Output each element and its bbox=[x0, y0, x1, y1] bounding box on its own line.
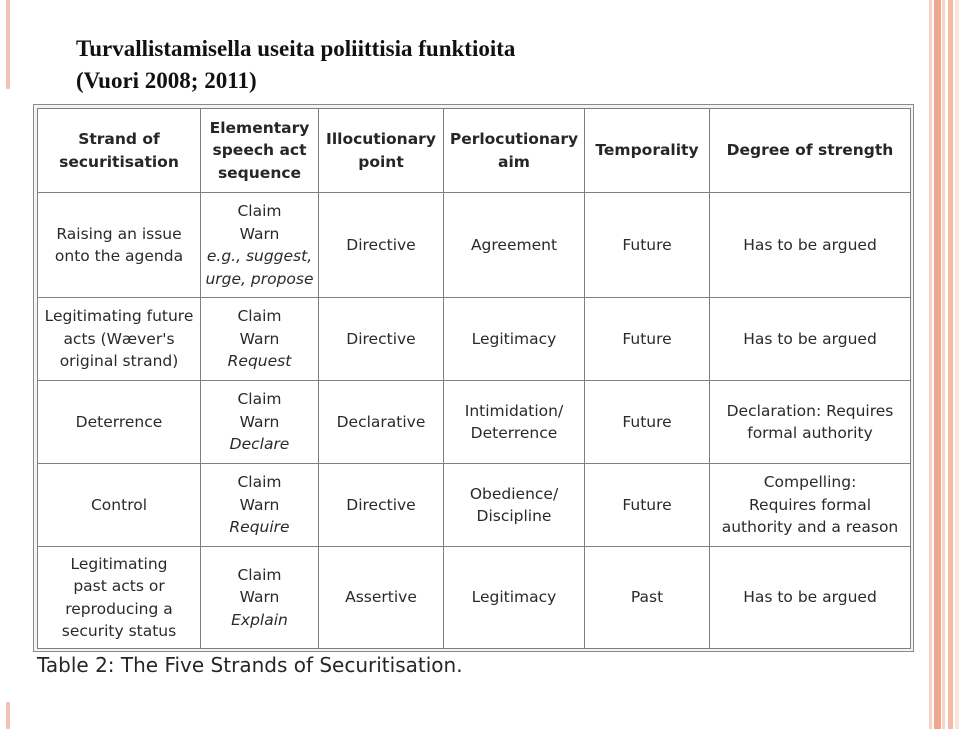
cell-line: Claim bbox=[237, 565, 282, 584]
cell-line: Legitimacy bbox=[471, 588, 557, 607]
table-row bbox=[38, 193, 911, 298]
stripe bbox=[948, 0, 953, 729]
cell-line: Claim bbox=[237, 473, 282, 492]
cell-strength bbox=[710, 298, 911, 381]
cell-line: Legitimating bbox=[70, 554, 168, 573]
cell-line: authority and a reason bbox=[721, 518, 899, 537]
cell-line-italic: urge, propose bbox=[205, 269, 314, 288]
cell-sequence bbox=[201, 464, 319, 547]
header-line: sequence bbox=[217, 163, 302, 182]
cell-strand bbox=[38, 381, 201, 464]
cell-line: Claim bbox=[237, 390, 282, 409]
stripe bbox=[934, 0, 941, 729]
cell-strength bbox=[710, 464, 911, 547]
cell-strand bbox=[38, 464, 201, 547]
stripe bbox=[929, 0, 932, 729]
cell-line: Discipline bbox=[476, 507, 552, 525]
cell-line: Has to be argued bbox=[743, 235, 877, 254]
table-row bbox=[38, 547, 911, 649]
cell-line: Control bbox=[90, 495, 148, 514]
table-header-row bbox=[38, 109, 911, 193]
title-citation: (Vuori 2008; 2011) bbox=[76, 68, 257, 93]
cell-perlocutionary bbox=[444, 381, 585, 464]
header-sequence bbox=[201, 109, 319, 193]
stripe bbox=[955, 0, 959, 729]
cell-line: Compelling: bbox=[763, 473, 857, 492]
cell-illocutionary: Directive bbox=[319, 193, 444, 298]
header-line: securitisation bbox=[59, 152, 179, 171]
cell-line: formal authority bbox=[747, 424, 873, 442]
table-image-frame bbox=[33, 104, 914, 652]
cell-line: Warn bbox=[239, 495, 280, 514]
header-line: Elementary bbox=[209, 118, 310, 137]
cell-line: security status bbox=[61, 622, 177, 640]
cell-line-italic: Declare bbox=[229, 435, 290, 454]
cell-sequence bbox=[201, 381, 319, 464]
cell-line-italic: Request bbox=[227, 352, 292, 371]
cell-line-italic: Explain bbox=[231, 610, 288, 629]
cell-temporality: Future bbox=[585, 298, 710, 381]
cell-line: Agreement bbox=[470, 235, 558, 254]
left-accent-bar-bottom bbox=[6, 702, 10, 729]
table-row bbox=[38, 298, 911, 381]
cell-line: original strand) bbox=[59, 352, 179, 371]
cell-line: Claim bbox=[237, 202, 282, 220]
cell-line: Warn bbox=[239, 412, 280, 431]
header-line: Temporality bbox=[595, 141, 699, 160]
cell-line: Warn bbox=[239, 588, 280, 607]
cell-line: Claim bbox=[237, 307, 282, 326]
cell-illocutionary: Directive bbox=[319, 464, 444, 547]
cell-line: Legitimacy bbox=[471, 329, 557, 348]
header-line: Illocutionary bbox=[326, 130, 436, 148]
header-line: Degree of strength bbox=[726, 141, 894, 160]
cell-temporality: Future bbox=[585, 381, 710, 464]
slide-title bbox=[76, 33, 515, 97]
cell-line: Has to be argued bbox=[743, 329, 877, 348]
header-line: Perlocutionary bbox=[449, 130, 579, 148]
header-line: Strand of bbox=[78, 130, 160, 148]
cell-line: Requires formal bbox=[748, 495, 872, 514]
strands-table bbox=[37, 108, 911, 649]
cell-line: Legitimating future bbox=[44, 307, 194, 326]
header-line: aim bbox=[498, 152, 530, 171]
cell-perlocutionary bbox=[444, 193, 585, 298]
left-accent-bar bbox=[6, 0, 10, 89]
cell-line: Warn bbox=[239, 224, 280, 243]
cell-illocutionary: Directive bbox=[319, 298, 444, 381]
cell-line: Warn bbox=[239, 329, 280, 348]
cell-line: Deterrence bbox=[470, 424, 558, 442]
cell-perlocutionary bbox=[444, 298, 585, 381]
cell-line: Raising an issue bbox=[56, 224, 182, 243]
cell-strand bbox=[38, 547, 201, 649]
header-line: speech act bbox=[212, 141, 307, 160]
cell-line: acts (Wæver's bbox=[63, 329, 175, 348]
cell-perlocutionary bbox=[444, 464, 585, 547]
table-row bbox=[38, 464, 911, 547]
cell-temporality: Future bbox=[585, 464, 710, 547]
cell-line: past acts or bbox=[73, 577, 165, 595]
header-illocutionary bbox=[319, 109, 444, 193]
cell-sequence bbox=[201, 193, 319, 298]
table-caption: Table 2: The Five Strands of Securitisation. bbox=[37, 653, 463, 677]
cell-strand bbox=[38, 193, 201, 298]
header-line: point bbox=[358, 152, 404, 171]
header-temporality bbox=[585, 109, 710, 193]
cell-line: Deterrence bbox=[75, 412, 163, 431]
cell-strength bbox=[710, 547, 911, 649]
header-strand bbox=[38, 109, 201, 193]
header-perlocutionary bbox=[444, 109, 585, 193]
cell-line: Has to be argued bbox=[743, 588, 877, 607]
cell-line-italic: Require bbox=[229, 518, 290, 537]
title-line: Turvallistamisella useita poliittisia funktioita bbox=[76, 36, 516, 61]
stripe bbox=[942, 0, 945, 729]
header-strength bbox=[710, 109, 911, 193]
cell-line: Declaration: Requires bbox=[726, 401, 894, 420]
cell-temporality: Past bbox=[585, 547, 710, 649]
table-row bbox=[38, 381, 911, 464]
cell-line: Obedience/ bbox=[469, 484, 559, 503]
cell-sequence bbox=[201, 547, 319, 649]
cell-strand bbox=[38, 298, 201, 381]
cell-line-italic: e.g., suggest, bbox=[206, 247, 313, 265]
cell-line: onto the agenda bbox=[54, 247, 184, 265]
cell-illocutionary: Assertive bbox=[319, 547, 444, 649]
cell-sequence bbox=[201, 298, 319, 381]
cell-line: reproducing a bbox=[65, 599, 173, 618]
cell-strength bbox=[710, 381, 911, 464]
cell-temporality: Future bbox=[585, 193, 710, 298]
cell-strength bbox=[710, 193, 911, 298]
cell-line: Intimidation/ bbox=[464, 401, 564, 420]
right-decorative-stripes bbox=[929, 0, 959, 729]
cell-illocutionary: Declarative bbox=[319, 381, 444, 464]
cell-perlocutionary bbox=[444, 547, 585, 649]
